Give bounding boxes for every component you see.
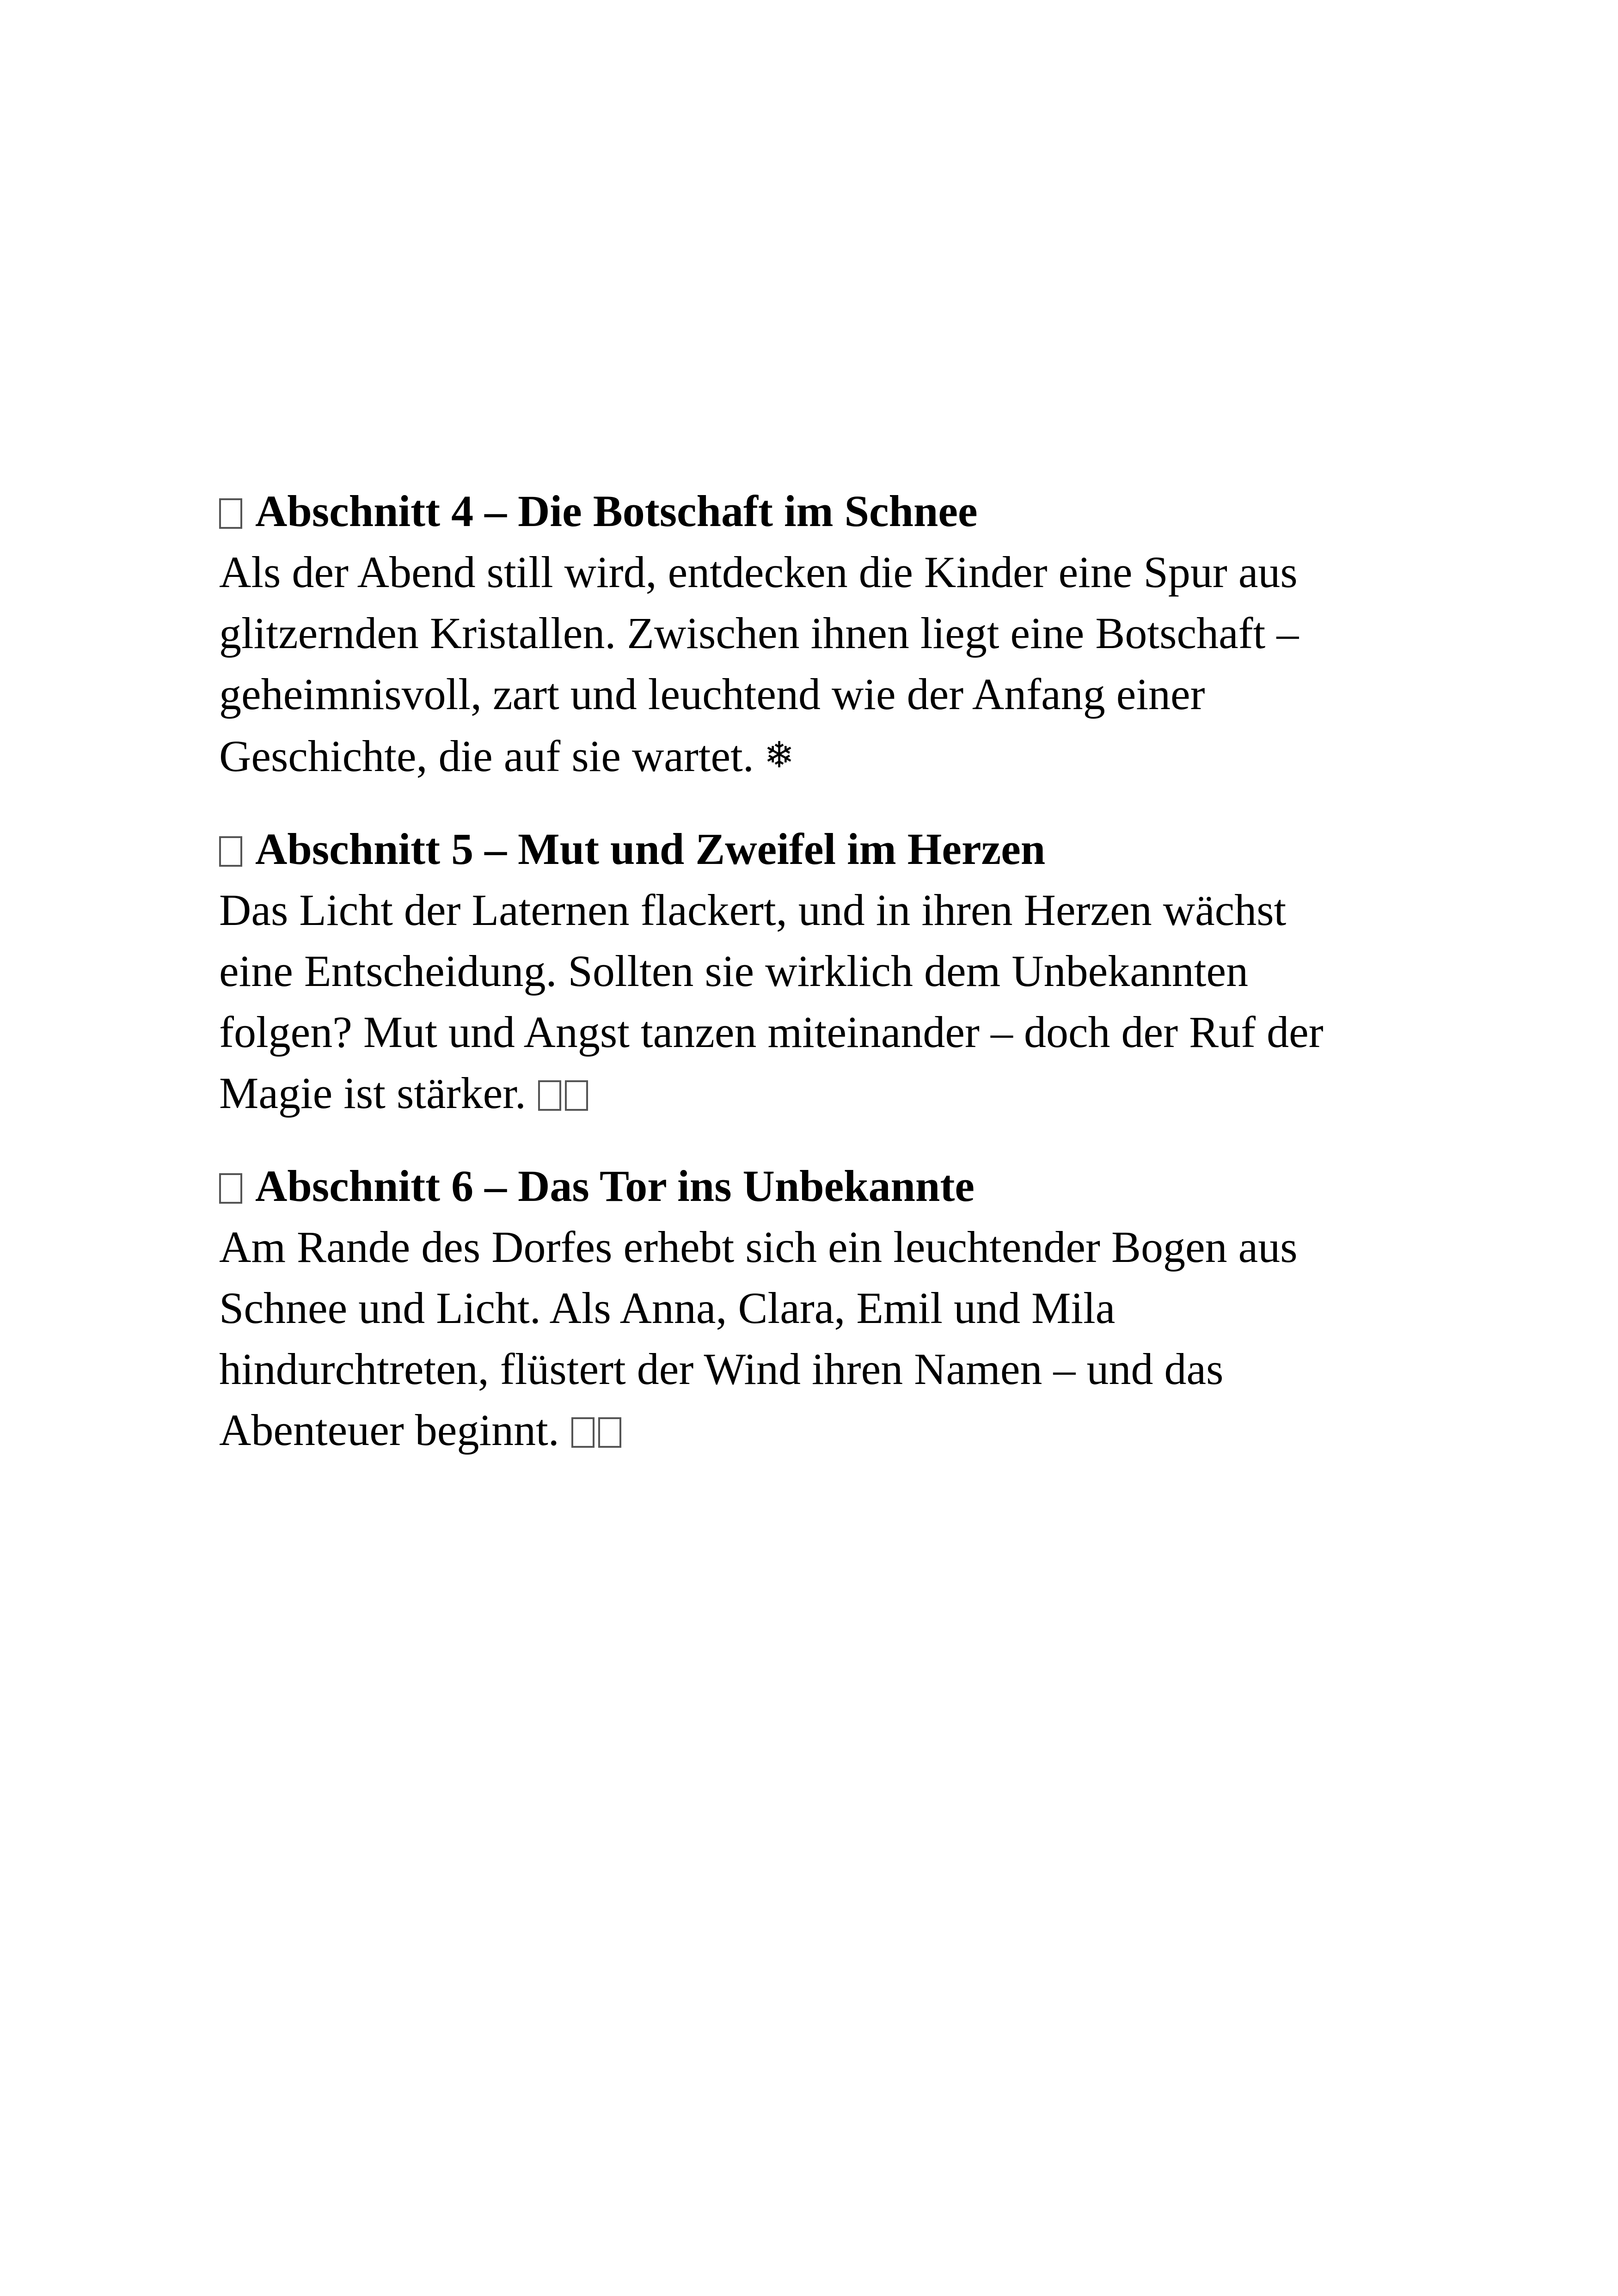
section-6-line-4-wrapper [219,1400,1421,1461]
section-4-line-2: glitzernden Kristallen. Zwischen ihnen liegt eine Botschaft – [219,608,1299,658]
section-4-line-3: geheimnisvoll, zart und leuchtend wie der Anfang einer [219,669,1205,719]
section-6 [219,1156,1421,1461]
missing-glyph-icon [538,1080,561,1111]
section-4-heading [219,481,1421,542]
section-4-title: Abschnitt 4 – Die Botschaft im Schnee [255,486,978,536]
section-6-title: Abschnitt 6 – Das Tor ins Unbekannte [255,1161,975,1211]
section-5-line-4: Magie ist stärker. [219,1068,526,1118]
missing-glyph-icon [565,1080,588,1111]
section-4 [219,481,1421,787]
section-5-heading [219,819,1421,880]
section-4-line-1: Als der Abend still wird, entdecken die Kinder eine Spur aus [219,547,1298,597]
missing-glyph-icon [219,836,242,867]
missing-glyph-icon [219,498,242,529]
missing-glyph-icon [598,1417,621,1448]
section-6-heading [219,1156,1421,1217]
section-4-line-4-wrapper [219,725,1421,787]
section-5-line-1: Das Licht der Laternen flackert, und in ihren Herzen wächst [219,885,1287,935]
section-5-title: Abschnitt 5 – Mut und Zweifel im Herzen [255,824,1046,874]
snowflake-icon: ❄ [764,735,795,776]
document-page [219,481,1421,1493]
section-5-line-2: eine Entscheidung. Sollten sie wirklich dem Unbekannten [219,946,1249,996]
section-5-line-3: folgen? Mut und Angst tanzen miteinander – doch der Ruf der [219,1007,1324,1057]
section-6-line-4: Abenteuer beginnt. [219,1405,559,1455]
section-6-line-1: Am Rande des Dorfes erhebt sich ein leuchtender Bogen aus [219,1222,1298,1272]
section-6-line-3: hindurchtreten, flüstert der Wind ihren Namen – und das [219,1344,1224,1394]
end-emoji-group [538,1063,592,1124]
missing-glyph-icon [219,1173,242,1204]
missing-glyph-icon [571,1417,594,1448]
section-4-line-4: Geschichte, die auf sie wartet. [219,731,754,781]
section-6-line-2: Schnee und Licht. Als Anna, Clara, Emil und Mila [219,1283,1115,1333]
section-5 [219,819,1421,1124]
end-emoji-group [571,1400,625,1461]
section-5-line-4-wrapper [219,1063,1421,1124]
